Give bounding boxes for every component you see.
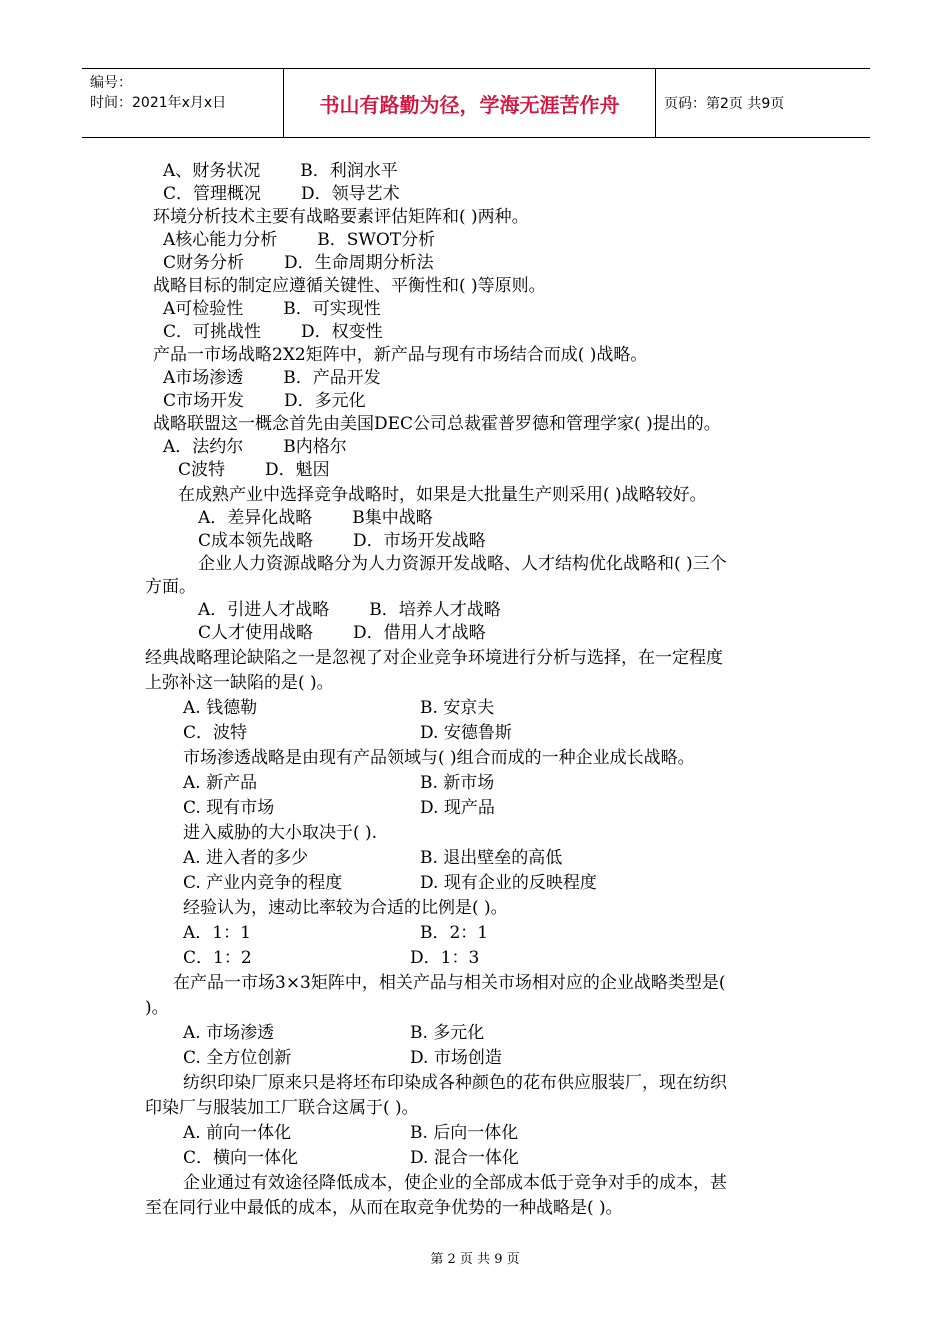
line-text: A、财务状况 (163, 161, 261, 181)
line-text: 上弥补这一缺陷的是( )。 (145, 673, 334, 693)
text-line (198, 599, 501, 621)
text-line (163, 252, 434, 274)
text-line (183, 1022, 485, 1044)
text-line (183, 772, 495, 794)
line-text: A市场渗透 (163, 368, 244, 388)
text-line (163, 160, 398, 182)
option-text: B．利润水平 (300, 161, 398, 181)
text-line (183, 1122, 519, 1144)
line-text: 印染厂与服装加工厂联合这属于( )。 (145, 1098, 419, 1118)
page-footer: 第 2 页 共 9 页 (430, 1252, 520, 1267)
option-text: D. 现有企业的反映程度 (420, 873, 597, 893)
line-text: A．差异化战略 (198, 508, 313, 528)
line-text: C. 产业内竞争的程度 (183, 873, 343, 893)
text-line (145, 576, 196, 598)
line-text: 产品一市场战略2X2矩阵中，新产品与现有市场结合而成( )战略。 (153, 345, 648, 365)
text-line (145, 647, 723, 669)
option-text: B集中战略 (352, 508, 433, 528)
text-line (183, 747, 695, 769)
line-text: C财务分析 (163, 253, 245, 273)
text-line (163, 183, 400, 205)
line-text: 在产品一市场3×3矩阵中，相关产品与相关市场相对应的企业战略类型是( (173, 973, 726, 993)
line-text: 战略联盟这一概念首先由美国DEC公司总裁霍普罗德和管理学家( )提出的。 (153, 414, 721, 434)
line-text: 经典战略理论缺陷之一是忽视了对企业竞争环境进行分析与选择，在一定程度 (145, 648, 723, 668)
header-page-info: 页码：第2页 共9页 (664, 96, 785, 112)
line-text: 在成熟产业中选择竞争战略时，如果是大批量生产则采用( )战略较好。 (178, 485, 707, 505)
text-line (198, 530, 486, 552)
text-line (183, 797, 495, 819)
option-text: D．1：3 (410, 948, 480, 968)
option-text: D．市场开发战略 (353, 531, 486, 551)
text-line (198, 507, 433, 529)
line-text: A．法约尔 (163, 437, 244, 457)
line-text: A. 钱德勒 (183, 698, 258, 718)
line-text: 纺织印染厂原来只是将坯布印染成各种颜色的花布供应服装厂，现在纺织 (183, 1073, 727, 1093)
option-text: B. 安京夫 (420, 698, 495, 718)
option-text: D. 现产品 (420, 798, 495, 818)
option-text: B. 退出壁垒的高低 (420, 848, 563, 868)
line-text: A. 市场渗透 (183, 1023, 275, 1043)
text-line (163, 229, 435, 251)
text-line (153, 413, 721, 435)
line-text: C．1：2 (183, 948, 252, 968)
text-line (183, 947, 480, 969)
text-line (145, 997, 169, 1019)
option-text: D．魁因 (265, 460, 330, 480)
line-text: 市场渗透战略是由现有产品领域与( )组合而成的一种企业成长战略。 (183, 748, 695, 768)
line-text: 经验认为，速动比率较为合适的比例是( )。 (183, 898, 508, 918)
text-line (163, 436, 347, 458)
text-line (163, 321, 383, 343)
line-text: C．管理概况 (163, 184, 262, 204)
line-text: C成本领先战略 (198, 531, 314, 551)
line-text: C. 现有市场 (183, 798, 275, 818)
text-line (198, 622, 486, 644)
option-text: D．借用人才战略 (353, 623, 486, 643)
text-line (145, 1197, 623, 1219)
line-text: C市场开发 (163, 391, 245, 411)
option-text: D. 混合一体化 (410, 1148, 519, 1168)
line-text: 至在同行业中最低的成本，从而在取竞争优势的一种战略是( )。 (145, 1198, 623, 1218)
line-text: C．可挑战性 (163, 322, 262, 342)
option-text: B. 后向一体化 (410, 1123, 519, 1143)
line-text: 企业人力资源战略分为人力资源开发战略、人才结构优化战略和( )三个 (198, 554, 727, 574)
text-line (198, 553, 727, 575)
line-text: C. 全方位创新 (183, 1048, 292, 1068)
text-line (183, 1147, 519, 1169)
option-text: D. 安德鲁斯 (420, 723, 512, 743)
option-text: D．多元化 (284, 391, 366, 411)
line-text: A可检验性 (163, 299, 244, 319)
line-text: C波特 (178, 460, 226, 480)
option-text: D．权变性 (301, 322, 383, 342)
option-text: B. 多元化 (410, 1023, 485, 1043)
option-text: B内格尔 (283, 437, 347, 457)
line-text: A．引进人才战略 (198, 600, 330, 620)
text-line (145, 1097, 419, 1119)
text-line (153, 206, 529, 228)
line-text: A．1：1 (183, 923, 251, 943)
text-line (145, 672, 334, 694)
line-text: 企业通过有效途径降低成本，使企业的全部成本低于竞争对手的成本，甚 (183, 1173, 727, 1193)
line-text: C人才使用战略 (198, 623, 314, 643)
text-line (183, 847, 563, 869)
line-text: 战略目标的制定应遵循关键性、平衡性和( )等原则。 (153, 276, 546, 296)
option-text: D. 市场创造 (410, 1048, 502, 1068)
date-label: 时间：2021年x月x日 (90, 95, 227, 111)
text-line (183, 1047, 502, 1069)
header-motto: 书山有路勤为径，学海无涯苦作舟 (283, 69, 656, 137)
text-line (153, 275, 546, 297)
option-text: D．生命周期分析法 (284, 253, 434, 273)
option-text: B．SWOT分析 (317, 230, 436, 250)
text-line (183, 1172, 727, 1194)
serial-label: 编号： (90, 75, 132, 91)
text-line (178, 484, 707, 506)
line-text: 环境分析技术主要有战略要素评估矩阵和( )两种。 (153, 207, 529, 227)
text-line (153, 344, 647, 366)
text-line (183, 1072, 727, 1094)
text-line (183, 822, 377, 844)
line-text: A. 前向一体化 (183, 1123, 292, 1143)
text-line (178, 459, 330, 481)
line-text: C．横向一体化 (183, 1148, 299, 1168)
text-line (173, 972, 726, 994)
option-text: B．培养人才战略 (369, 600, 501, 620)
text-line (183, 872, 597, 894)
option-text: B. 新市场 (420, 773, 495, 793)
option-text: B．2：1 (420, 923, 489, 943)
text-line (183, 922, 489, 944)
text-line (163, 298, 381, 320)
line-text: 进入威胁的大小取决于( ). (183, 823, 378, 843)
text-line (163, 367, 381, 389)
text-line (163, 390, 366, 412)
line-text: A. 新产品 (183, 773, 258, 793)
option-text: B．可实现性 (283, 299, 381, 319)
text-line (183, 697, 495, 719)
line-text: A核心能力分析 (163, 230, 278, 250)
line-text: C．波特 (183, 723, 248, 743)
option-text: D．领导艺术 (301, 184, 400, 204)
line-text: 方面。 (145, 577, 196, 597)
line-text: )。 (145, 998, 169, 1018)
option-text: B．产品开发 (283, 368, 381, 388)
text-line (183, 897, 508, 919)
text-line (183, 722, 512, 744)
line-text: A. 进入者的多少 (183, 848, 309, 868)
